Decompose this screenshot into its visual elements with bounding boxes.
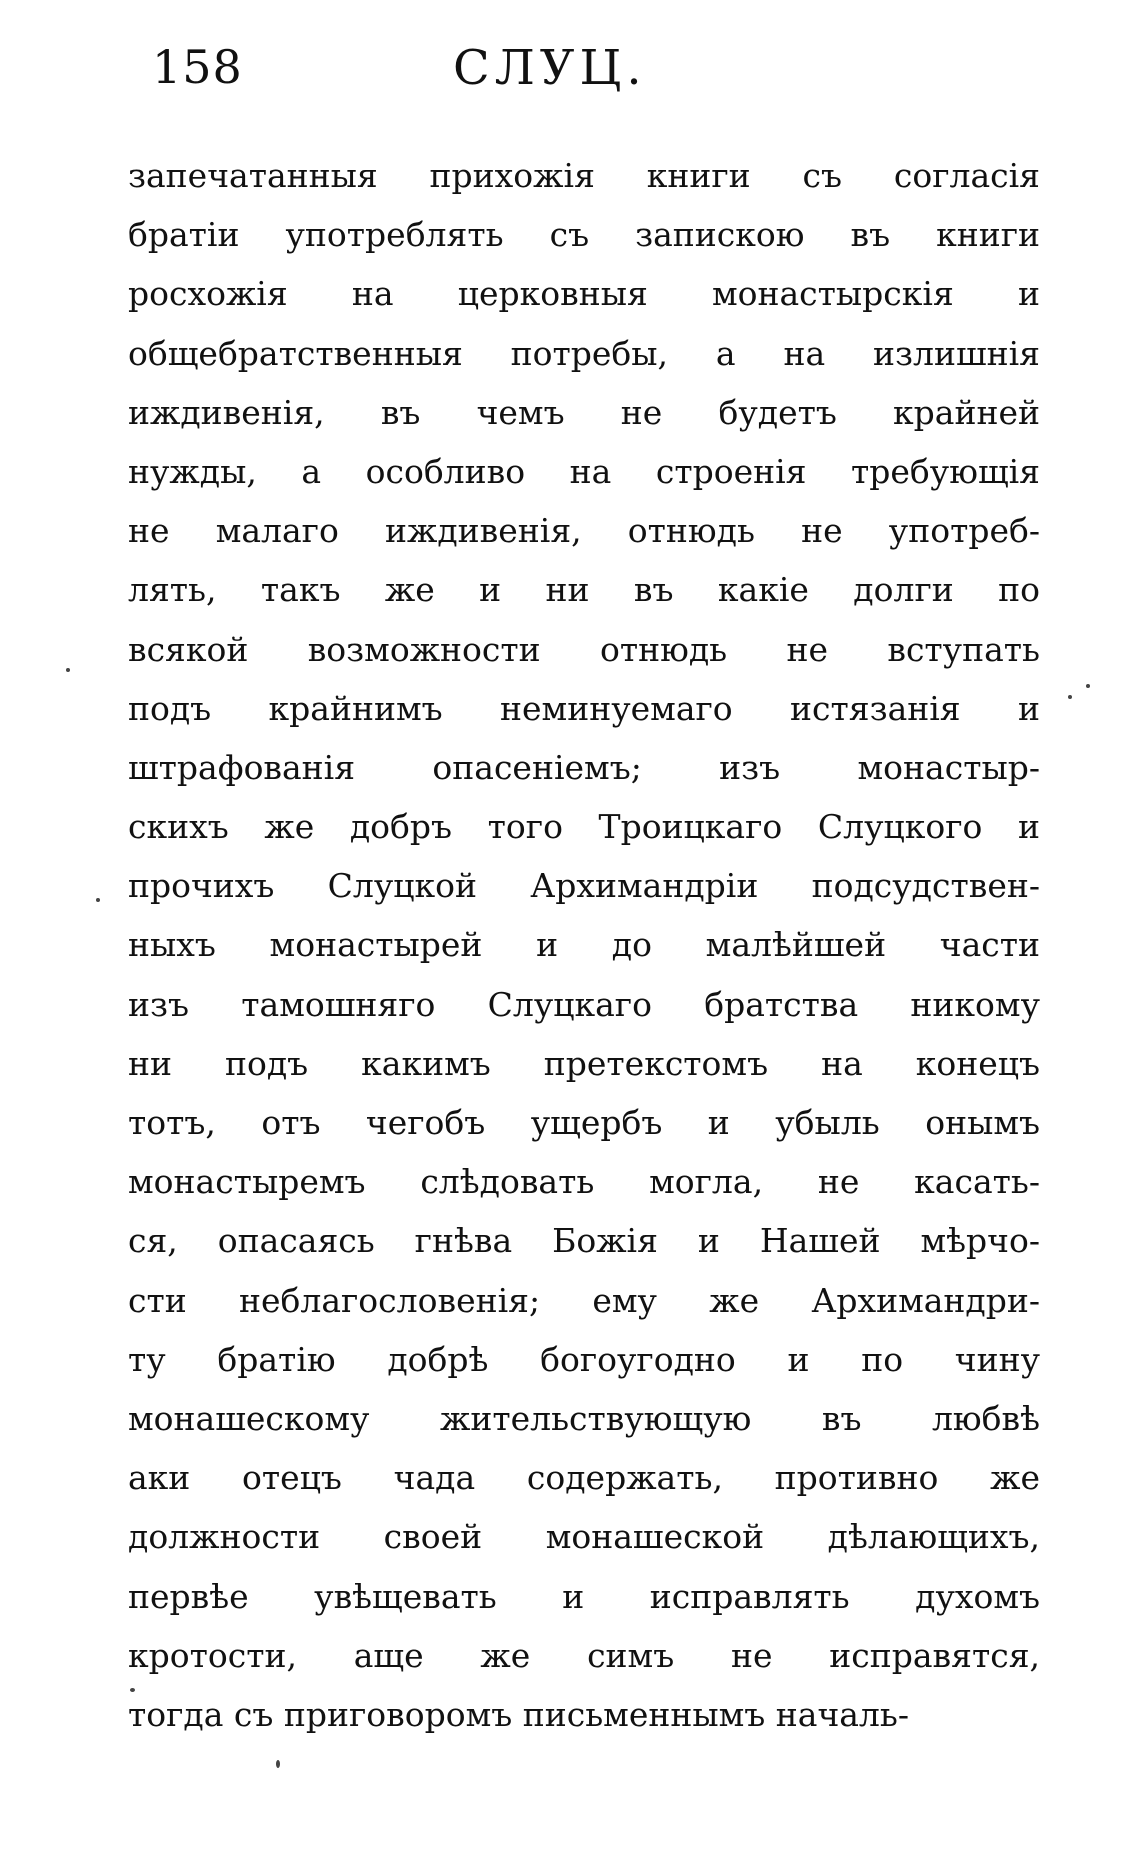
text-line: изъ тамошняго Слуцкаго братства никому <box>128 984 1040 1024</box>
print-speck <box>130 1688 135 1692</box>
running-head <box>148 40 1048 100</box>
text-line: братіи употреблять съ запискою въ книги <box>128 215 1040 255</box>
text-line: запечатанныя прихожія книги съ согласія <box>128 156 1040 195</box>
text-line: подъ крайнимъ неминуемаго истязанія и <box>128 688 1040 728</box>
text-line: первѣе увѣщевать и исправлять духомъ <box>128 1576 1040 1616</box>
print-speck <box>66 668 70 672</box>
text-line: нужды, а особливо на строенія требующія <box>128 451 1040 491</box>
text-line: не малаго иждивенія, отнюдь не употреб- <box>128 511 1040 551</box>
text-line: ни подъ какимъ претекстомъ на конецъ <box>128 1043 1040 1083</box>
text-line: общебратственныя потребы, а на излишнія <box>128 333 1040 373</box>
page-number: 158 <box>152 40 243 94</box>
text-line: кротости, аще же симъ не исправятся, <box>128 1635 1040 1675</box>
text-line: росхожія на церковныя монастырскія и <box>128 274 1040 314</box>
text-line: монашескому жительствующую въ любвѣ <box>128 1398 1040 1438</box>
text-line: штрафованія опасеніемъ; изъ монастыр- <box>128 747 1040 787</box>
text-line: ту братію добрѣ богоугодно и по чину <box>128 1339 1040 1379</box>
print-speck <box>96 898 100 902</box>
text-line: ся, опасаясь гнѣва Божія и Нашей мѣрчо- <box>128 1221 1040 1261</box>
text-line: иждивенія, въ чемъ не будетъ крайней <box>128 392 1040 432</box>
text-line: аки отецъ чада содержать, противно же <box>128 1458 1040 1498</box>
text-line: монастыремъ слѣдовать могла, не касать- <box>128 1162 1040 1202</box>
text-line: ныхъ монастырей и до малѣйшей части <box>128 925 1040 965</box>
running-title: СЛУЦ. <box>453 40 647 96</box>
text-line: всякой возможности отнюдь не вступать <box>128 629 1040 669</box>
print-speck <box>276 1760 280 1768</box>
body-text <box>128 146 1040 1744</box>
text-line: должности своей монашеской дѣлающихъ, <box>128 1517 1040 1557</box>
text-line: тогда съ приговоромъ письменнымъ началь- <box>128 1694 910 1734</box>
print-speck <box>1068 695 1072 699</box>
text-line: тотъ, отъ чегобъ ущербъ и убыль онымъ <box>128 1103 1040 1142</box>
text-line: лять, такъ же и ни въ какіе долги по <box>128 570 1040 610</box>
print-speck <box>1086 684 1090 688</box>
text-line: прочихъ Слуцкой Архимандріи подсудствен- <box>128 866 1040 906</box>
text-line: сти неблагословенія; ему же Архимандри- <box>128 1280 1040 1320</box>
text-line: скихъ же добръ того Троицкаго Слуцкого и <box>128 807 1040 847</box>
